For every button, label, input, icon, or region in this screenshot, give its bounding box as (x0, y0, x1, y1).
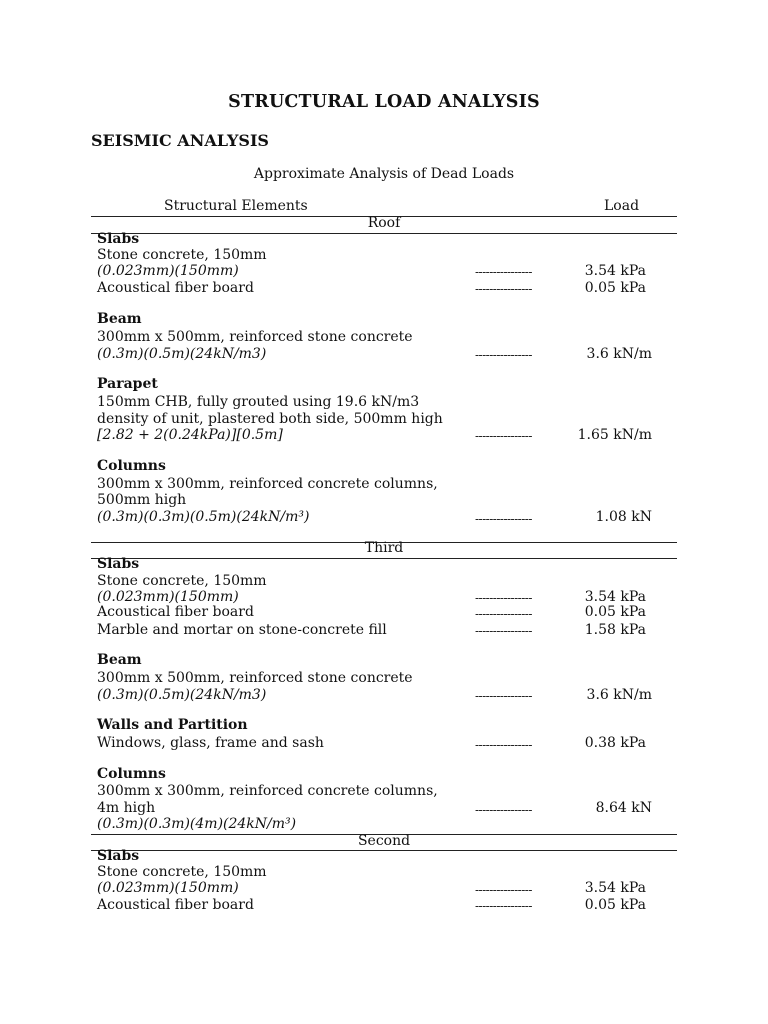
roof-parapet-description-2: density of unit, plastered both side, 500mm high (97, 411, 443, 427)
third-fiber-board-label: Acoustical fiber board (97, 604, 254, 620)
leader-dashes: ---------------- (475, 899, 532, 913)
roof-beam-load: 3.6 kN/m (586, 346, 652, 362)
third-columns-formula: (0.3m)(0.3m)(4m)(24kN/m³) (97, 816, 297, 832)
divider (91, 558, 677, 559)
third-fiber-board-load: 0.05 kPa (584, 604, 646, 620)
roof-beam-formula: (0.3m)(0.5m)(24kN/m3) (97, 346, 267, 362)
second-slabs-heading: Slabs (97, 848, 140, 864)
divider (91, 850, 677, 851)
roof-columns-formula: (0.3m)(0.3m)(0.5m)(24kN/m³) (97, 509, 310, 525)
leader-dashes: ---------------- (475, 803, 532, 817)
roof-fiber-board-label: Acoustical fiber board (97, 280, 254, 296)
third-columns-description-1: 300mm x 300mm, reinforced concrete columns, (97, 783, 438, 799)
roof-slabs-formula: (0.023mm)(150mm) (97, 263, 239, 279)
second-fiber-board-label: Acoustical fiber board (97, 897, 254, 913)
third-walls-heading: Walls and Partition (97, 717, 248, 733)
roof-columns-load: 1.08 kN (595, 509, 652, 525)
roof-slabs-load: 3.54 kPa (584, 263, 646, 279)
floor-label-third: Third (364, 540, 404, 556)
leader-dashes: ---------------- (475, 883, 532, 897)
third-beam-heading: Beam (97, 652, 142, 668)
floor-label-second: Second (357, 833, 411, 849)
roof-columns-description-1: 300mm x 300mm, reinforced concrete columns, (97, 476, 438, 492)
third-beam-load: 3.6 kN/m (586, 687, 652, 703)
roof-columns-heading: Columns (97, 458, 166, 474)
second-slabs-load: 3.54 kPa (584, 880, 646, 896)
third-marble-label: Marble and mortar on stone-concrete fill (97, 622, 387, 638)
third-columns-heading: Columns (97, 766, 166, 782)
third-walls-description: Windows, glass, frame and sash (97, 735, 324, 751)
leader-dashes: ---------------- (475, 624, 532, 638)
roof-parapet-heading: Parapet (97, 376, 158, 392)
table-caption: Approximate Analysis of Dead Loads (253, 166, 515, 182)
third-slabs-load: 3.54 kPa (584, 589, 646, 605)
roof-columns-description-2: 500mm high (97, 492, 187, 508)
second-fiber-board-load: 0.05 kPa (584, 897, 646, 913)
third-slabs-formula: (0.023mm)(150mm) (97, 589, 239, 605)
roof-slabs-description: Stone concrete, 150mm (97, 247, 267, 263)
third-marble-load: 1.58 kPa (584, 622, 646, 638)
column-header-load: Load (604, 198, 640, 214)
leader-dashes: ---------------- (475, 689, 532, 703)
roof-parapet-description-1: 150mm CHB, fully grouted using 19.6 kN/m3 (97, 394, 420, 410)
column-header-elements: Structural Elements (164, 198, 308, 214)
roof-fiber-board-load: 0.05 kPa (584, 280, 646, 296)
leader-dashes: ---------------- (475, 282, 532, 296)
third-columns-load: 8.64 kN (595, 800, 652, 816)
leader-dashes: ---------------- (475, 738, 532, 752)
second-slabs-formula: (0.023mm)(150mm) (97, 880, 239, 896)
leader-dashes: ---------------- (475, 429, 532, 443)
third-slabs-description: Stone concrete, 150mm (97, 573, 267, 589)
third-columns-description-2: 4m high (97, 800, 156, 816)
leader-dashes: ---------------- (475, 265, 532, 279)
third-beam-description: 300mm x 500mm, reinforced stone concrete (97, 670, 413, 686)
leader-dashes: ---------------- (475, 512, 532, 526)
roof-slabs-heading: Slabs (97, 231, 140, 247)
third-beam-formula: (0.3m)(0.5m)(24kN/m3) (97, 687, 267, 703)
third-walls-load: 0.38 kPa (584, 735, 646, 751)
floor-label-roof: Roof (367, 215, 401, 231)
section-heading: SEISMIC ANALYSIS (91, 131, 269, 150)
roof-parapet-formula: [2.82 + 2(0.24kPa)][0.5m] (97, 427, 283, 443)
document-title: STRUCTURAL LOAD ANALYSIS (228, 92, 540, 112)
leader-dashes: ---------------- (475, 607, 532, 621)
divider (91, 233, 677, 234)
second-slabs-description: Stone concrete, 150mm (97, 864, 267, 880)
leader-dashes: ---------------- (475, 591, 532, 605)
roof-parapet-load: 1.65 kN/m (577, 427, 652, 443)
leader-dashes: ---------------- (475, 348, 532, 362)
roof-beam-description: 300mm x 500mm, reinforced stone concrete (97, 329, 413, 345)
third-slabs-heading: Slabs (97, 556, 140, 572)
roof-beam-heading: Beam (97, 311, 142, 327)
